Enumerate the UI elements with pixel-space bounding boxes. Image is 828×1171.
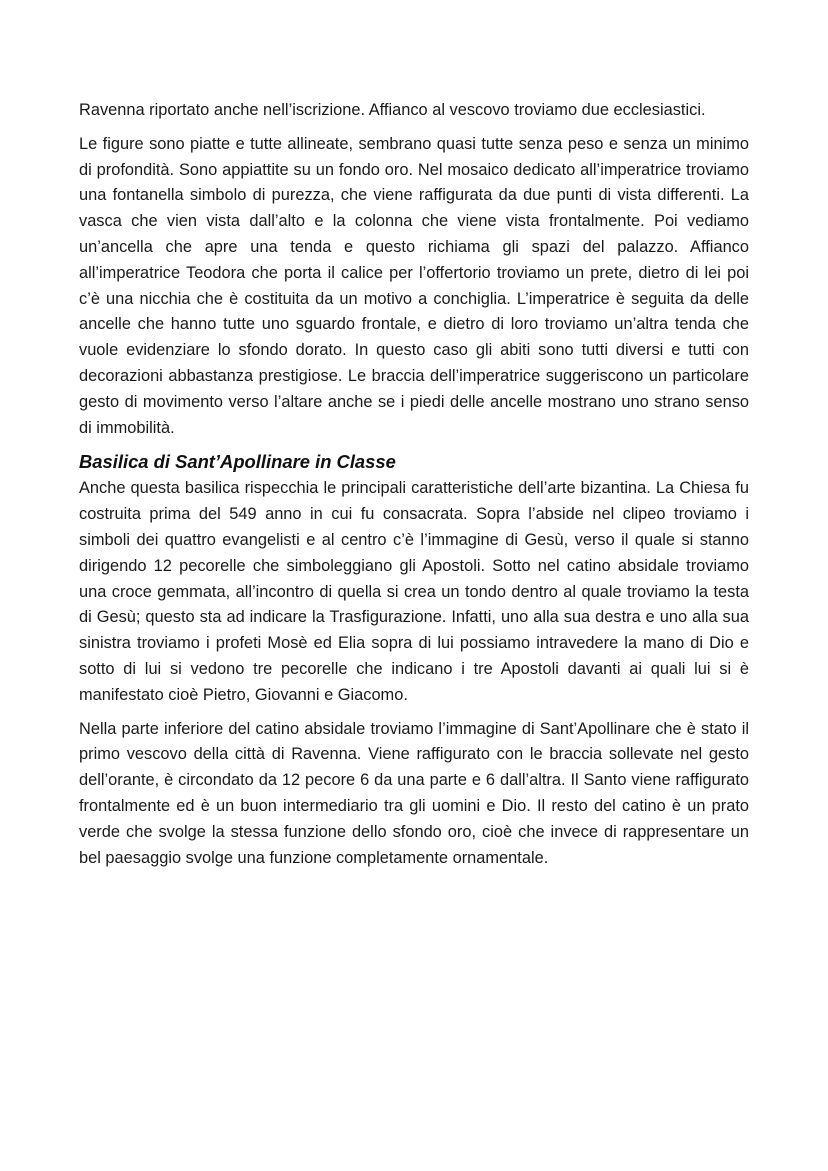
paragraph-basilica-features: Anche questa basilica rispecchia le principali caratteristiche dell’arte bizantina. La Chiesa fu costruita prima del 549 anno in cui fu consacrata. Sopra l’abside nel clipeo troviamo i simboli dei quattro evangelisti e al centro c’è l’immagine di Gesù, verso il quale si stanno dirigendo 12 pecorelle che simboleggiano gli Apostoli. Sotto nel catino absidale troviamo una croce gemmata, all’incontro di quella si crea un tondo dentro al quale troviamo la testa di Gesù; questo sta ad indicare la Trasfigurazione. Infatti, uno alla sua destra e uno alla sua sinistra troviamo i profeti Mosè ed Elia sopra di lui possiamo intravedere la mano di Dio e sotto di lui si vedono tre pecorelle che indicano i tre Apostoli davanti ai quali lui si è manifestato cioè Pietro, Giovanni e Giacomo. — [79, 479, 749, 704]
document-body — [79, 98, 749, 879]
paragraph-sant-apollinare-image: Nella parte inferiore del catino absidale troviamo l’immagine di Sant’Apollinare che è stato il primo vescovo della città di Ravenna. Viene raffigurato con le braccia sollevate nel gesto dell’orante, è circondato da 12 pecore 6 da una parte e 6 dall’altra. Il Santo viene raffigurato frontalmente ed è un buon intermediario tra gli uomini e Dio. Il resto del catino è un prato verde che svolge la stessa funzione dello sfondo oro, cioè che invece di rappresentare un bel paesaggio svolge una funzione completamente ornamentale. — [79, 719, 749, 867]
paragraph-empress-mosaic: Le figure sono piatte e tutte allineate, sembrano quasi tutte senza peso e senza un minimo di profondità. Sono appiattite su un fondo oro. Nel mosaico dedicato all’imperatrice troviamo una fontanella simbolo di purezza, che viene raffigurata da due punti di vista differenti. La vasca che vien vista dall’alto e la colonna che viene vista frontalmente. Poi vediamo un’ancella che apre una tenda e questo richiama gli spazi del palazzo. Affianco all’imperatrice Teodora che porta il calice per l’offertorio troviamo un prete, dietro di lei poi c’è una nicchia che è costituita da un motivo a conchiglia. L’imperatrice è seguita da delle ancelle che hanno tutte uno sguardo frontale, e dietro di loro troviamo un’altra tenda che vuole evidenziare lo sfondo dorato. In questo caso gli abiti sono tutti diversi e tutti con decorazioni abbastanza prestigiose. Le braccia dell’imperatrice suggeriscono un particolare gesto di movimento verso l’altare anche se i piedi delle ancelle mostrano uno strano senso di immobilità. — [79, 134, 749, 437]
section-heading-sant-apollinare: Basilica di Sant’Apollinare in Classe — [79, 451, 396, 473]
paragraph-ravenna-inscription: Ravenna riportato anche nell’iscrizione. Affianco al vescovo troviamo due ecclesiastici. — [79, 101, 706, 119]
